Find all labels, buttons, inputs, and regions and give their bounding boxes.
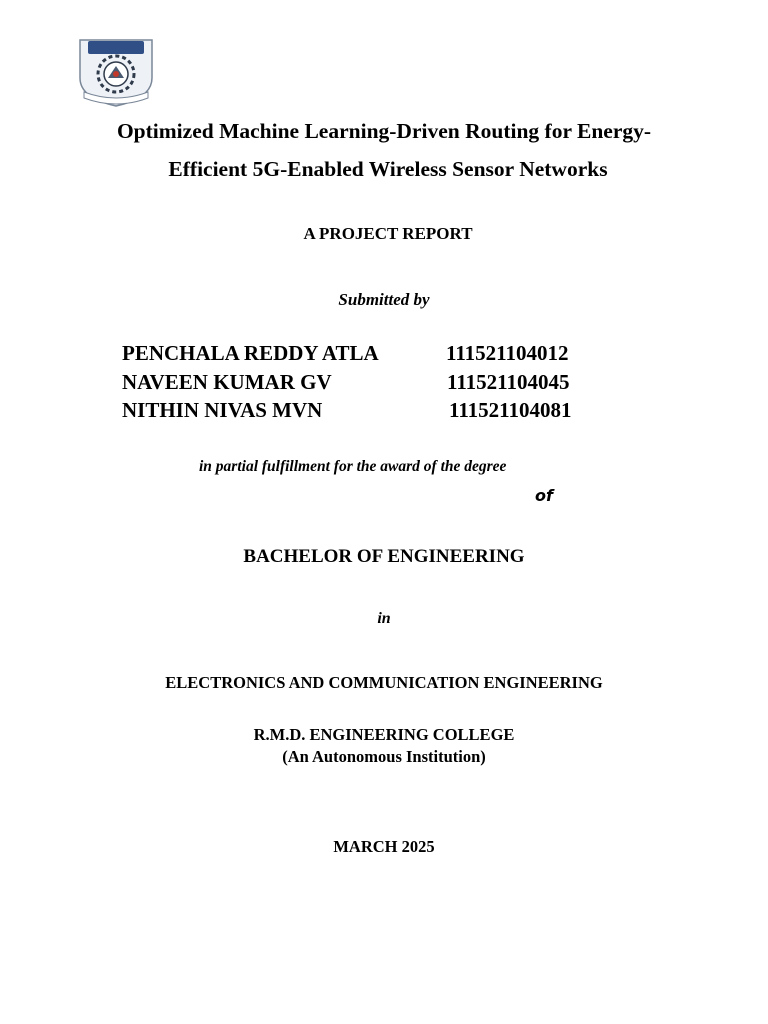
submitted-by-label: Submitted by: [338, 290, 430, 309]
report-title-line-2: Efficient 5G-Enabled Wireless Sensor Networks: [168, 157, 608, 181]
of-text: of: [535, 486, 553, 505]
student-name: NAVEEN KUMAR GV: [122, 370, 332, 394]
report-type: A PROJECT REPORT: [303, 224, 473, 243]
degree-name: BACHELOR OF ENGINEERING: [243, 546, 525, 567]
student-id: 111521104045: [447, 370, 570, 394]
student-id: 111521104081: [449, 398, 572, 422]
in-text: in: [377, 610, 391, 627]
student-name: NITHIN NIVAS MVN: [122, 398, 323, 422]
submission-date: MARCH 2025: [333, 837, 435, 856]
fulfillment-text: in partial fulfillment for the award of the degree: [199, 458, 507, 475]
report-title-line-1: Optimized Machine Learning-Driven Routing for Energy-: [116, 119, 652, 143]
college-emblem-icon: [74, 34, 158, 110]
college-status: (An Autonomous Institution): [282, 747, 486, 766]
college-logo: [74, 34, 158, 110]
college-name: R.M.D. ENGINEERING COLLEGE: [253, 725, 515, 744]
student-id: 111521104012: [446, 341, 569, 365]
student-name: PENCHALA REDDY ATLA: [122, 341, 379, 365]
department-name: ELECTRONICS AND COMMUNICATION ENGINEERING: [165, 673, 603, 692]
